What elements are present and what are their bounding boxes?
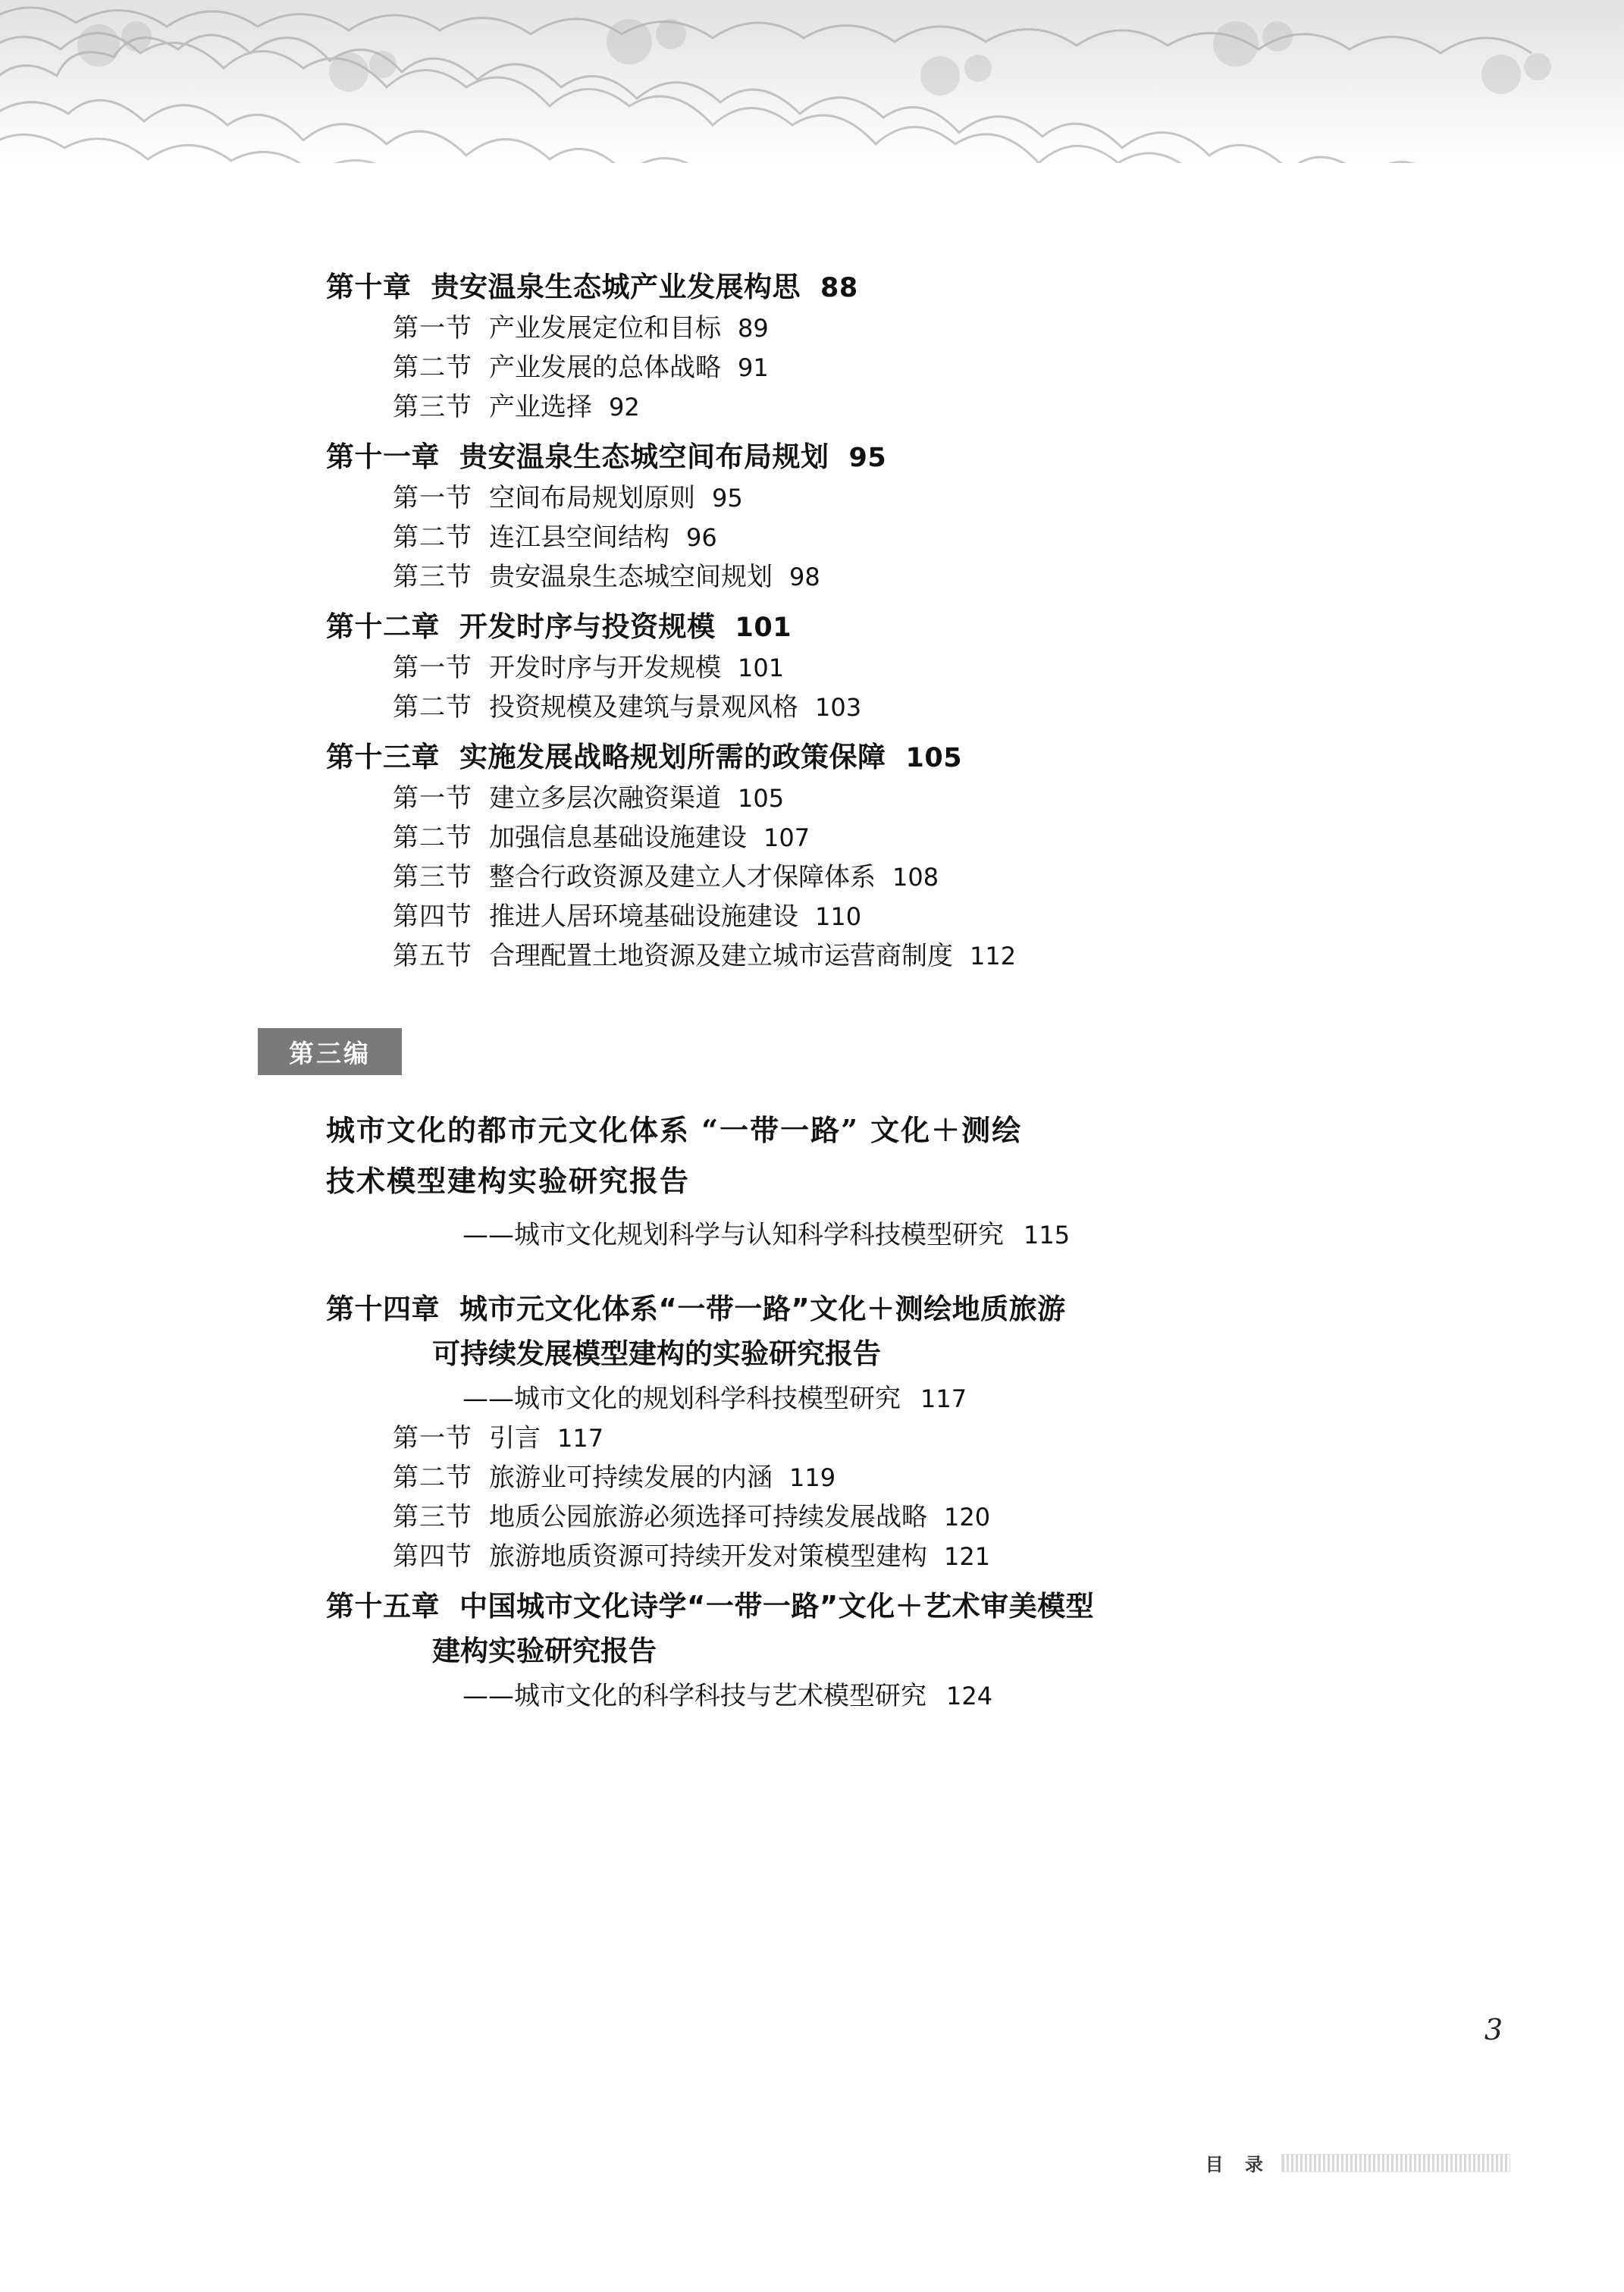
toc-chapter-entry[interactable] [326,273,1387,302]
toc-chapter-entry[interactable] [326,610,1387,643]
toc-chapter-entry[interactable] [326,1295,1387,1323]
toc-chapter-subtitle: ——城市文化的规划科学科技模型研究 [462,1384,901,1414]
toc-chapter-title: 中国城市文化诗学“一带一路”文化＋艺术审美模型 [459,1590,1095,1623]
toc-page-number: 95 [848,443,887,473]
toc-section-label: 第三节 [393,862,472,892]
toc-section-label: 第二节 [393,1463,472,1493]
toc-chapter-title: 贵安温泉生态城空间布局规划 [459,441,829,473]
table-of-contents [289,250,1387,1711]
toc-page-number: 124 [946,1682,993,1710]
toc-section-entry[interactable] [393,1541,1387,1572]
toc-section-entry[interactable] [393,1465,1387,1491]
toc-chapter-subtitle-entry[interactable] [462,1683,1387,1709]
toc-section-label: 第一节 [393,483,472,513]
toc-section-label: 第一节 [393,1423,472,1453]
toc-page-number: 117 [557,1424,604,1453]
toc-page-number: 101 [738,654,785,682]
part-badge-label: 第三编 [289,1038,371,1068]
toc-section-label: 第二节 [393,823,472,853]
toc-page-number: 88 [820,273,858,303]
toc-chapter-label: 第十四章 [326,1293,440,1325]
toc-section-title: 贵安温泉生态城空间规划 [489,562,773,592]
toc-section-title: 建立多层次融资渠道 [489,783,721,814]
toc-page-number: 96 [686,523,717,552]
toc-section-label: 第二节 [393,353,472,383]
toc-chapter-label: 第十三章 [326,741,440,773]
footer-decoration [1281,2154,1510,2172]
toc-section-entry[interactable] [393,901,1387,932]
toc-chapter-title: 实施发展战略规划所需的政策保障 [459,741,886,773]
toc-section-label: 第二节 [393,522,472,553]
toc-section-title: 推进人居环境基础设施建设 [489,901,798,932]
toc-chapter-subtitle-entry[interactable] [462,1386,1387,1412]
toc-section-title: 连江县空间结构 [489,522,669,553]
toc-section-title: 合理配置土地资源及建立城市运营商制度 [489,941,953,971]
toc-section-entry[interactable] [393,485,1387,511]
toc-chapter-label: 第十一章 [326,441,440,473]
toc-chapter-title: 开发时序与投资规模 [459,610,716,643]
toc-chapter-entry[interactable] [326,1590,1387,1623]
toc-page-number: 121 [944,1542,991,1571]
toc-section-label: 第三节 [393,1502,472,1532]
toc-page-number: 92 [609,393,640,422]
toc-chapter-entry[interactable] [326,743,1387,772]
toc-section-entry[interactable] [393,394,1387,420]
toc-section-title: 空间布局规划原则 [489,483,695,513]
toc-section-title: 加强信息基础设施建设 [489,823,747,853]
toc-page-number: 108 [892,863,939,892]
toc-section-entry[interactable] [393,1504,1387,1530]
part-title-line-1: 城市文化的都市元文化体系 “一带一路” 文化＋测绘 [326,1113,1023,1147]
toc-section-label: 第四节 [393,901,472,932]
toc-page-number: 112 [970,942,1017,970]
toc-section-entry[interactable] [393,783,1387,814]
toc-section-title: 产业选择 [489,392,592,422]
toc-section-title: 引言 [489,1423,541,1453]
toc-section-title: 整合行政资源及建立人才保障体系 [489,862,876,892]
toc-section-entry[interactable] [393,825,1387,851]
toc-page-number: 105 [905,743,963,773]
toc-section-entry[interactable] [393,522,1387,553]
toc-page-number: 101 [735,613,792,643]
toc-chapter-label: 第十章 [326,271,412,303]
toc-section-entry[interactable] [393,355,1387,381]
toc-page-number: 95 [712,484,743,513]
footer-label: 目 录 [1205,2154,1271,2175]
toc-section-entry[interactable] [393,943,1387,969]
toc-section-entry[interactable] [393,864,1387,890]
toc-section-label: 第一节 [393,653,472,683]
toc-page-number: 117 [920,1384,967,1413]
toc-page-number: 89 [738,314,769,343]
toc-section-entry[interactable] [393,315,1387,341]
toc-chapter-label: 第十五章 [326,1590,440,1623]
toc-chapter-subtitle: ——城市文化的科学科技与艺术模型研究 [462,1681,926,1711]
toc-section-entry[interactable] [393,655,1387,681]
toc-chapter-title-line2: 建构实验研究报告 [432,1635,657,1667]
page-number: 3 [1484,2013,1503,2046]
part-subtitle-entry[interactable] [462,1214,1387,1251]
toc-chapter-title-continuation [432,1637,1387,1665]
toc-chapter-title: 贵安温泉生态城产业发展构思 [431,271,801,303]
toc-section-title: 产业发展定位和目标 [489,313,721,343]
toc-section-title: 产业发展的总体战略 [489,353,721,383]
toc-section-title: 开发时序与开发规模 [489,653,721,683]
toc-chapter-entry[interactable] [326,443,1387,472]
toc-page-number: 107 [763,823,810,852]
toc-section-entry[interactable] [393,564,1387,590]
toc-page-number: 91 [738,353,769,382]
toc-page-number: 120 [944,1503,991,1532]
part-subtitle: ——城市文化规划科学与认知科学科技模型研究 [462,1220,1004,1250]
toc-section-entry[interactable] [393,1425,1387,1451]
part-title [326,1105,1342,1206]
toc-chapter-title: 城市元文化体系“一带一路”文化＋测绘地质旅游 [459,1293,1066,1325]
toc-page-number: 105 [738,784,785,813]
toc-section-label: 第三节 [393,562,472,592]
toc-page-number: 119 [789,1463,836,1492]
toc-page-number: 98 [789,563,820,591]
toc-section-title: 旅游地质资源可持续开发对策模型建构 [489,1541,927,1572]
toc-page-number: 115 [1024,1221,1071,1249]
part-title-line-2: 技术模型建构实验研究报告 [326,1163,691,1198]
toc-section-title: 投资规模及建筑与景观风格 [489,692,798,723]
toc-section-title: 地质公园旅游必须选择可持续发展战略 [489,1502,927,1532]
toc-section-title: 旅游业可持续发展的内涵 [489,1463,773,1493]
toc-section-label: 第一节 [393,783,472,814]
page-footer [1205,2149,1510,2176]
toc-page-number: 103 [815,693,862,722]
toc-chapter-title-line2: 可持续发展模型建构的实验研究报告 [432,1337,881,1370]
toc-page-number: 110 [815,902,862,931]
toc-section-entry[interactable] [393,692,1387,723]
toc-chapter-label: 第十二章 [326,610,440,643]
toc-section-label: 第五节 [393,941,472,971]
toc-section-label: 第一节 [393,313,472,343]
part-badge [258,1028,402,1075]
toc-section-label: 第三节 [393,392,472,422]
toc-section-label: 第二节 [393,692,472,723]
toc-chapter-title-continuation [432,1337,1387,1370]
toc-section-label: 第四节 [393,1541,472,1572]
